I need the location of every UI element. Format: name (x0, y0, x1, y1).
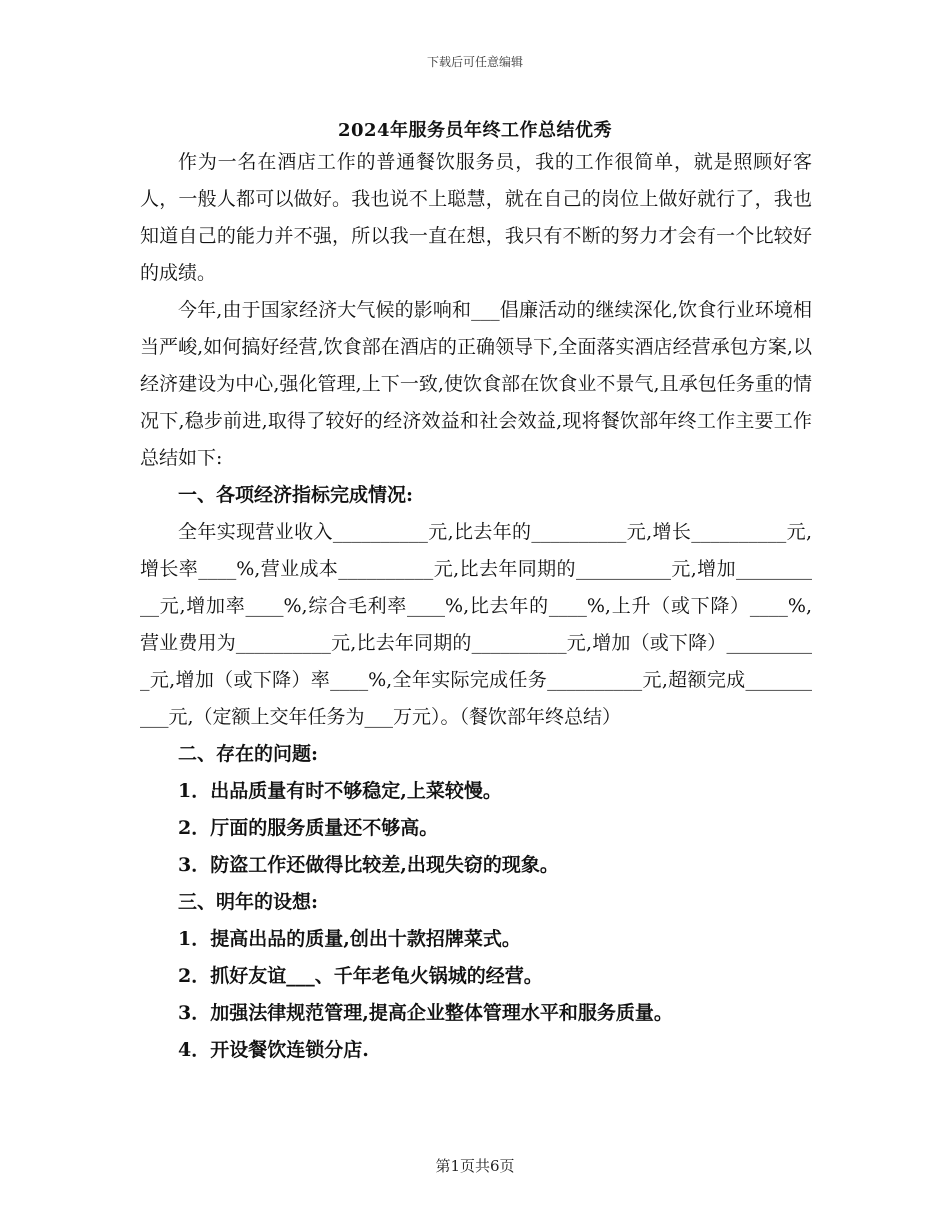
section2-item: 1．出品质量有时不够稳定,上菜较慢。 (178, 780, 502, 802)
section1-heading: 一、各项经济指标完成情况: (178, 484, 414, 506)
section3-item: 2．抓好友谊___、千年老龟火锅城的经营。 (178, 965, 543, 987)
page-number: 第1页共6页 (435, 1157, 515, 1175)
context-paragraph: 今年,由于国家经济大气候的影响和___倡廉活动的继续深化,饮食行业环境相当严峻,如何搞好经营,饮食部在酒店的正确领导下,全面落实酒店经营承包方案,以经济建设为中心,强化管理,上下一致,使饮食部在饮食业不景气,且承包任务重的情况下,稳步前进,取得了较好的经济效益和社会效益,现将餐饮部年终工作主要工作总结如下: (140, 299, 812, 469)
section2-item: 3．防盗工作还做得比较差,出现失窃的现象。 (178, 854, 559, 876)
section3-heading: 三、明年的设想: (178, 891, 319, 913)
section3-item: 1．提高出品的质量,创出十款招牌菜式。 (178, 928, 521, 950)
section3-item: 4．开设餐饮连锁分店. (178, 1039, 369, 1061)
document-title: 2024年服务员年终工作总结优秀 (337, 120, 613, 141)
section2-item: 2．厅面的服务质量还不够高。 (178, 817, 439, 839)
page-header-note: 下载后可任意编辑 (426, 55, 523, 69)
document-body (140, 144, 812, 1069)
intro-paragraph: 作为一名在酒店工作的普通餐饮服务员，我的工作很简单，就是照顾好客人，一般人都可以做好。我也说不上聪慧，就在自己的岗位上做好就行了，我也知道自己的能力并不强，所以我一直在想，我只有不断的努力才会有一个比较好的成绩。 (140, 151, 812, 284)
section3-item: 3．加强法律规范管理,提高企业整体管理水平和服务质量。 (178, 1002, 673, 1024)
section1-body: 全年实现营业收入__________元,比去年的__________元,增长__________元,增长率____%,营业成本__________元,比去年同期的__________元,增加__________元,增加率____%,综合毛利率____%,比去年的____%,上升（或下降）____%,营业费用为__________元,比去年同期的__________元,增加（或下降）__________元,增加（或下降）率____%,全年实际完成任务__________元,超额完成__________元,（定额上交年任务为___万元）。（餐饮部年终总结） (140, 521, 812, 728)
section2-heading: 二、存在的问题: (178, 743, 319, 765)
